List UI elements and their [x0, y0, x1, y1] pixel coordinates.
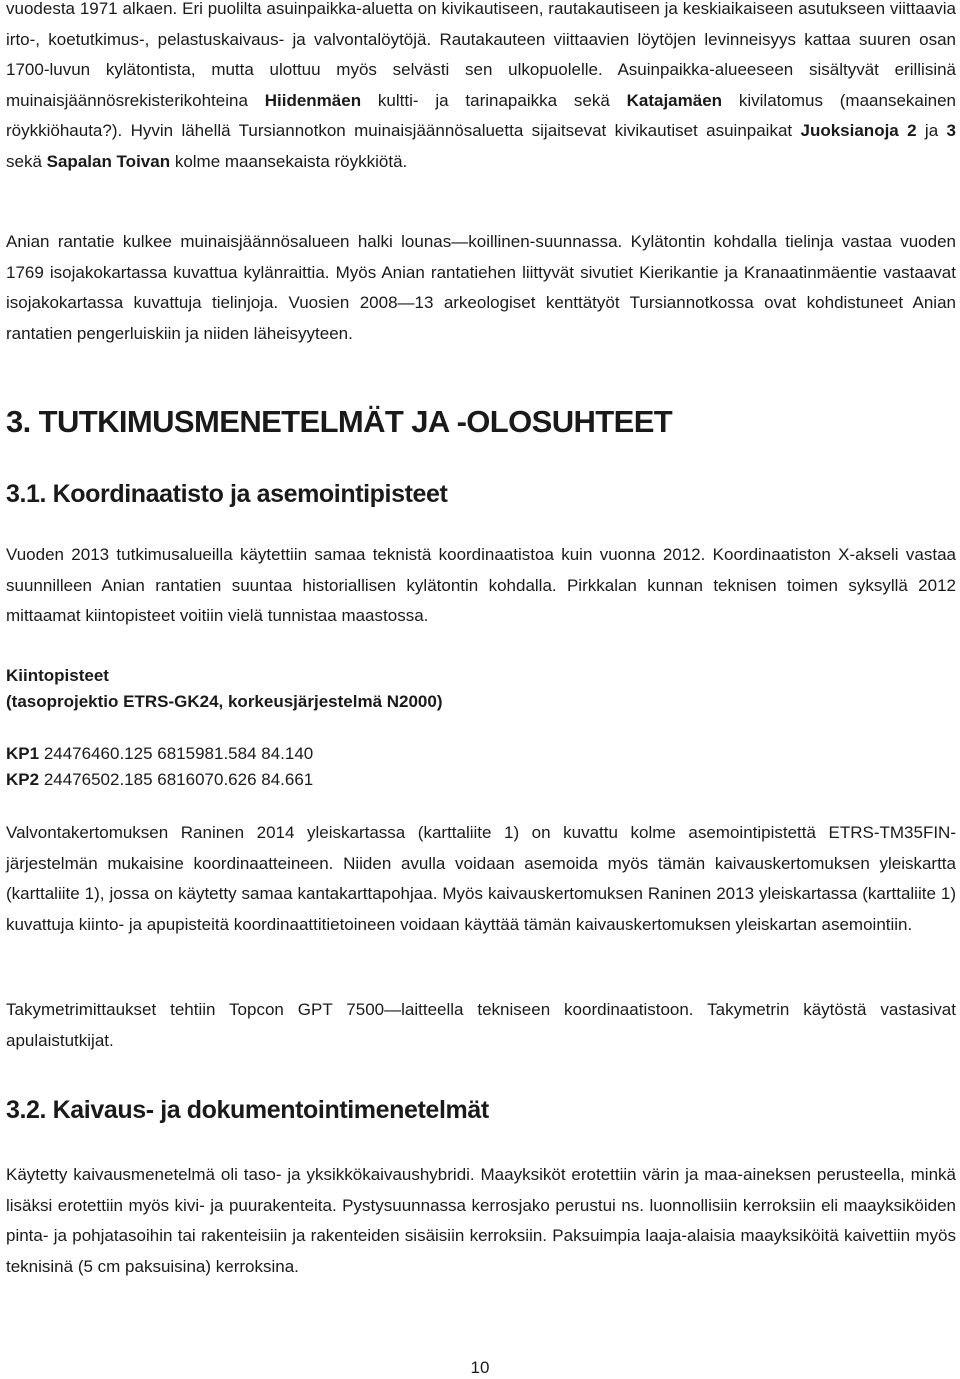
paragraph-intro-text: vuodesta 1971 alkaen. Eri puolilta asuinpaikka-aluetta on kivikautiseen, rautakautiseen ja keskiaikaiseen asutukseen viittaavia irto-, koetutkimus-, pelastuskaivaus- ja valvontalöytöjä. Rautakauteen viittaavien löytöjen levinneisyys kattaa suuren osan 1700-luvun kylätontista, mutta ulottuu myös selvästi sen ulkopuolelle.	[6, 0, 956, 79]
site-number-3: 3	[946, 121, 956, 140]
kp2-label: KP2	[6, 770, 40, 789]
page-number: 10	[470, 1358, 490, 1377]
kp1-label: KP1	[6, 744, 40, 763]
kiintopisteet-title-text: Kiintopisteet	[6, 666, 109, 685]
text-segment: kivilatomus (maansekainen röykkiöhauta?). Hyvin lähellä Tursiannotkon muinaisjäännösaluetta sijaitsevat kivikautiset asuinpaikat	[6, 90, 956, 140]
kiintopisteet-title	[6, 662, 109, 689]
site-name-katajamaki: Katajamäen	[626, 90, 723, 110]
fixed-point-kp2	[6, 766, 313, 793]
paragraph-coordinates: Vuoden 2013 tutkimusalueilla käytettiin samaa teknistä koordinaatistoa kuin vuonna 2012. Koordinaatiston X-akseli vastaa suunnilleen Anian rantatien suuntaa historiallisen kylätontin kohdalla. Pirkkalan kunnan teknisen toimen syksyllä 2012 mittaamat kiintopisteet voitiin vielä tunnistaa maastossa.	[6, 545, 956, 625]
section-heading-3: 3. TUTKIMUSMENETELMÄT JA -OLOSUHTEET	[6, 404, 673, 439]
kp1-values: 24476460.125 6815981.584 84.140	[43, 744, 314, 763]
kiintopisteet-subtitle-text: (tasoprojektio ETRS-GK24, korkeusjärjestelmä N2000)	[6, 692, 443, 711]
kiintopisteet-subtitle	[6, 688, 443, 715]
kp2-values: 24476502.185 6816070.626 84.661	[43, 770, 314, 789]
paragraph-maps: Valvontakertomuksen Raninen 2014 yleiskartassa (karttaliite 1) on kuvattu kolme asemointipistettä ETRS-TM35FIN-järjestelmän mukaisine koordinaatteineen. Niiden avulla voidaan asemoida myös tämän kaivauskertomuksen yleiskartta (karttaliite 1), jossa on käytetty samaa kantakarttapohjaa. Myös kaivauskertomuksen Raninen 2013 yleiskartassa (karttaliite 1) kuvattuja kiinto- ja apupisteitä koordinaattitietoineen voidaan käyttää tämän kaivauskertomuksen yleiskartan asemointiin.	[6, 823, 956, 934]
site-name-sapalan-toivan: Sapalan Toivan	[46, 151, 171, 171]
site-name-hiidenmaki: Hiidenmäen	[264, 90, 362, 110]
section-heading-3-2: 3.2. Kaivaus- ja dokumentointimenetelmät	[6, 1096, 489, 1124]
section-heading-3-1: 3.1. Koordinaatisto ja asemointipisteet	[6, 480, 448, 508]
paragraph-methods: Käytetty kaivausmenetelmä oli taso- ja yksikkökaivaushybridi. Maayksiköt erotettiin värin ja maa-aineksen perusteella, minkä lisäksi erotettiin myös kivi- ja puurakenteita. Pystysuunnassa kerrosjako perustui ns. luonnollisiin kerroksiin eli maayksiköiden pinta- ja pohjatasoihin tai rakenteisiin ja rakenteiden sisäisiin kerroksiin. Paksuimpia laaja-alaisia maayksiköitä kaivettiin myös teknisinä (5 cm paksuisina) kerroksina.	[6, 1165, 956, 1276]
site-name-juoksianoja: Juoksianoja 2	[800, 121, 917, 140]
paragraph-tachymeter: Takymetrimittaukset tehtiin Topcon GPT 7500—laitteella tekniseen koordinaatistoon. Takymetrin käytöstä vastasivat apulaistutkijat.	[6, 1000, 956, 1050]
fixed-point-kp1	[6, 740, 313, 767]
text-segment: kolme maansekaista röykkiötä.	[170, 151, 408, 171]
text-segment: Asuinpaikka-alueeseen sisältyvät erillisinä muinaisjäännösrekisterikohteina	[6, 60, 956, 110]
text-segment: sekä	[6, 151, 47, 171]
text-segment: kultti- ja tarinapaikka sekä	[361, 90, 627, 110]
paragraph-intro	[6, 0, 956, 177]
paragraph-road: Anian rantatie kulkee muinaisjäännösalueen halki lounas—koillinen-suunnassa. Kylätontin kohdalla tielinja vastaa vuoden 1769 isojakokartassa kuvattua kylänraittia. Myös Anian rantatiehen liittyvät sivutiet Kierikantie ja Kranaatinmäentie vastaavat isojakokartassa kuvattuja tielinjoja. Vuosien 2008—13 arkeologiset kenttätyöt Tursiannotkossa ovat kohdistuneet Anian rantatien pengerluiskiin ja niiden läheisyyteen.	[6, 232, 956, 343]
text-segment: ja	[916, 121, 947, 140]
